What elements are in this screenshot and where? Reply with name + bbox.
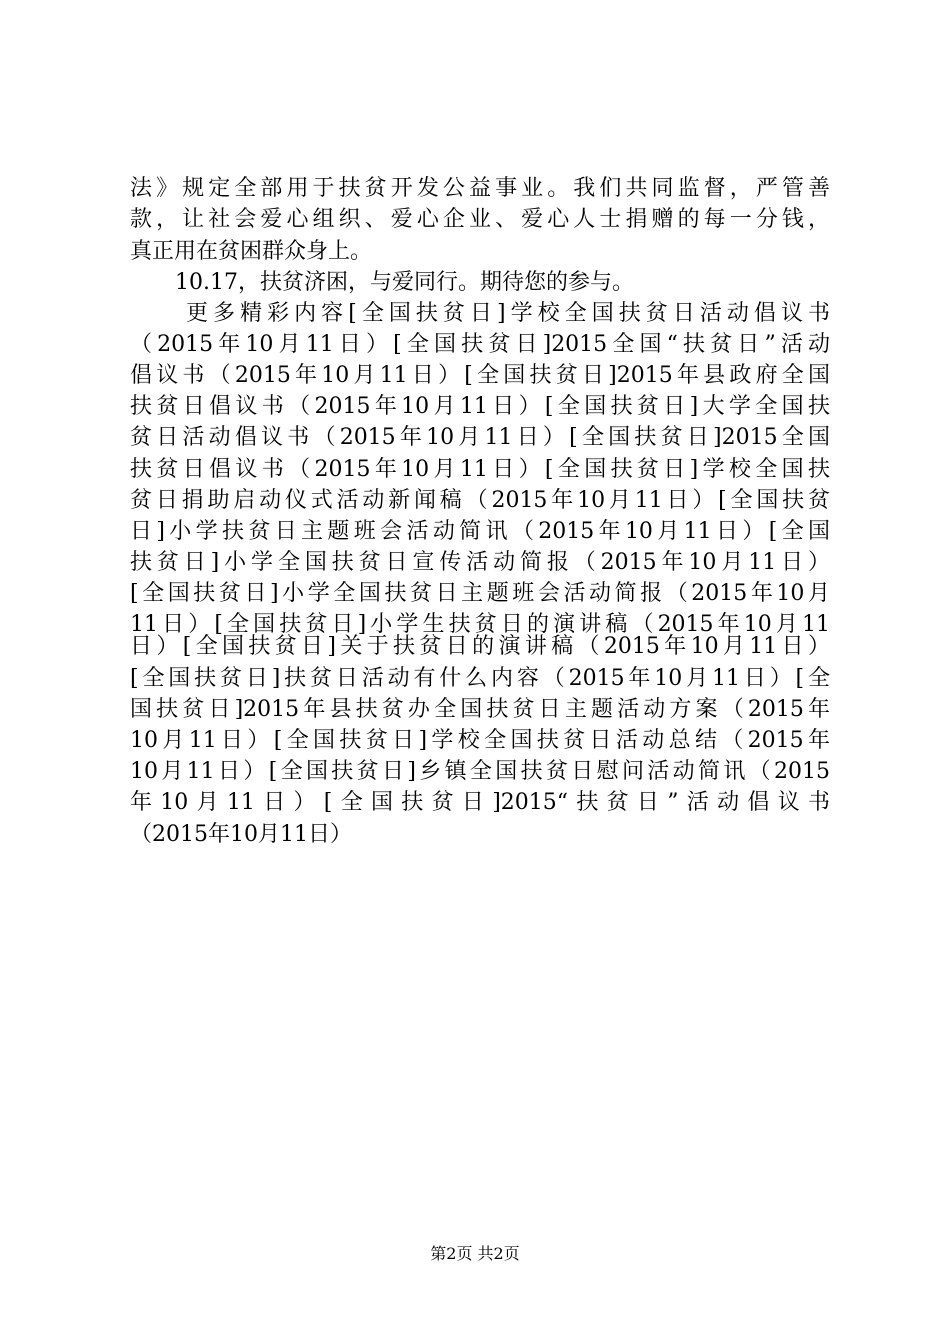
body-text-line: 日）[全国扶贫日]关于扶贫日的演讲稿（2015年10月11日）: [130, 634, 830, 659]
body-text-line: [全国扶贫日]扶贫日活动有什么内容（2015年10月11日）[全: [130, 666, 830, 691]
body-text-line: 贫日捐助启动仪式活动新闻稿（2015年10月11日）[全国扶贫: [130, 488, 830, 513]
body-text-line: 倡议书（2015年10月11日）[全国扶贫日]2015年县政府全国: [130, 363, 830, 388]
body-text-line: 扶贫日]小学全国扶贫日宣传活动简报（2015年10月11日）: [130, 550, 830, 575]
body-text-line: [全国扶贫日]小学全国扶贫日主题班会活动简报（2015年10月: [130, 581, 830, 606]
body-text-line: 年10月11日）[全国扶贫日]2015“扶贫日”活动倡议书: [130, 790, 830, 815]
body-text-line: 11日）[全国扶贫日]小学生扶贫日的演讲稿（2015年10月11: [130, 612, 830, 637]
body-text-line: （2015年10月11日）: [130, 822, 352, 847]
body-text-line: 真正用在贫困群众身上。: [130, 239, 373, 264]
body-text-line: 更多精彩内容[全国扶贫日]学校全国扶贫日活动倡议书: [186, 301, 830, 326]
body-text-line: 10.17，扶贫济困，与爱同行。期待您的参与。: [175, 270, 634, 295]
body-text-line: 10月11日）[全国扶贫日]乡镇全国扶贫日慰问活动简讯（2015: [130, 759, 830, 784]
body-text-line: 款，让社会爱心组织、爱心企业、爱心人士捐赠的每一分钱，: [130, 207, 830, 232]
body-text-line: 贫日活动倡议书（2015年10月11日）[全国扶贫日]2015全国: [130, 425, 830, 450]
page-number-footer: 第2页 共2页: [430, 1244, 520, 1263]
body-text-line: （2015年10月11日）[全国扶贫日]2015全国“扶贫日”活动: [130, 332, 830, 357]
body-text-line: 扶贫日倡议书（2015年10月11日）[全国扶贫日]大学全国扶: [130, 394, 830, 419]
body-text-line: 10月11日）[全国扶贫日]学校全国扶贫日活动总结（2015年: [130, 728, 830, 753]
body-text-line: 法》规定全部用于扶贫开发公益事业。我们共同监督，严管善: [130, 176, 830, 201]
body-text-line: 国扶贫日]2015年县扶贫办全国扶贫日主题活动方案（2015年: [130, 697, 830, 722]
body-text-line: 扶贫日倡议书（2015年10月11日）[全国扶贫日]学校全国扶: [130, 457, 830, 482]
body-text-line: 日]小学扶贫日主题班会活动简讯（2015年10月11日）[全国: [130, 519, 830, 544]
